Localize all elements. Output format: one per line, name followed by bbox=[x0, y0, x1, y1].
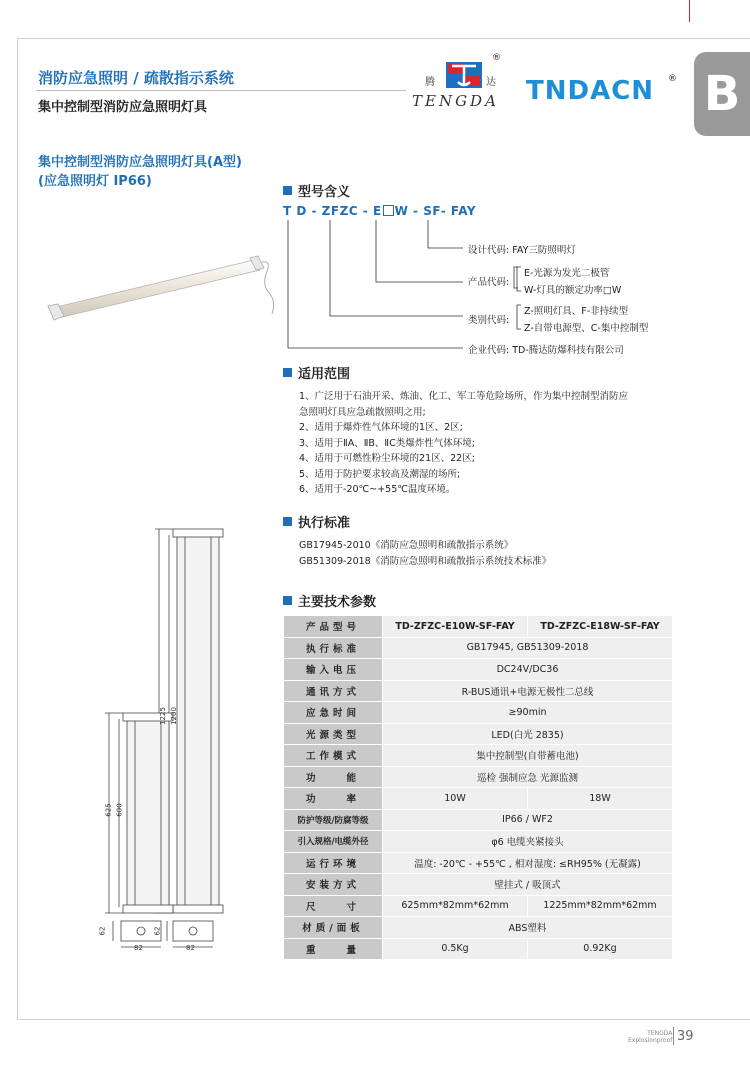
table-row bbox=[284, 702, 673, 724]
brand-registered-mark: ® bbox=[668, 74, 677, 84]
scope-item: 4、适用于可燃性粉尘环境的21区、22区; bbox=[299, 453, 475, 464]
spec-key: 光源类型 bbox=[284, 723, 383, 745]
category-code-z: Z-照明灯具、F-非持续型 bbox=[524, 306, 629, 317]
scope-item: 急照明灯具应急疏散照明之用; bbox=[299, 406, 426, 418]
logo-cn-right: 达 bbox=[486, 77, 496, 88]
product-code-label: 产品代码: bbox=[468, 277, 510, 288]
scope-item: 5、适用于防护要求较高及潮湿的场所; bbox=[299, 468, 461, 480]
company-code-label: 企业代码: TD-腾达防爆科技有限公司 bbox=[468, 345, 624, 356]
spec-value: R-BUS通讯+电源无极性二总线 bbox=[383, 680, 673, 702]
spec-key: 安装方式 bbox=[284, 874, 383, 896]
spec-key: 引入规格/电缆外径 bbox=[284, 831, 383, 853]
spec-value: 温度: -20℃ - +55℃ , 相对湿度: ≤RH95% (无凝露) bbox=[383, 852, 673, 874]
spec-value: DC24V/DC36 bbox=[383, 659, 673, 681]
spec-key: 应急时间 bbox=[284, 702, 383, 724]
spec-value: ≥90min bbox=[383, 702, 673, 724]
category-code-bracket bbox=[516, 304, 522, 330]
scope-list bbox=[299, 389, 689, 498]
spec-value: ABS塑料 bbox=[383, 917, 673, 939]
spec-key: 执行标准 bbox=[284, 637, 383, 659]
heading-bullet-icon bbox=[283, 368, 292, 377]
spec-value: TD-ZFZC-E18W-SF-FAY bbox=[528, 616, 673, 638]
spec-value: 0.5Kg bbox=[383, 938, 528, 960]
table-row bbox=[284, 938, 673, 960]
product-code-e: E-光源为发光二极管 bbox=[524, 268, 610, 279]
spec-value: 集中控制型(自带蓄电池) bbox=[383, 745, 673, 767]
product-title-line1: 集中控制型消防应急照明灯具(A型) bbox=[38, 155, 242, 170]
brand-logo: TNDACN bbox=[526, 76, 655, 106]
footer-brand-line1: TENGDA bbox=[647, 1030, 673, 1037]
heading-bullet-icon bbox=[283, 186, 292, 195]
category-code-label: 类别代码: bbox=[468, 315, 510, 326]
table-row bbox=[284, 917, 673, 939]
footer-brand-line2: Explosionproof bbox=[628, 1037, 673, 1044]
spec-key: 功 率 bbox=[284, 788, 383, 810]
dim-62-right: 62 bbox=[153, 926, 162, 936]
tengda-logo-icon bbox=[444, 60, 484, 90]
spec-value: GB17945, GB51309-2018 bbox=[383, 637, 673, 659]
page-title: 消防应急照明 / 疏散指示系统 bbox=[38, 69, 234, 87]
table-row bbox=[284, 766, 673, 788]
code-fay: FAY bbox=[450, 204, 477, 218]
spec-value: φ6 电缆夹紧接头 bbox=[383, 831, 673, 853]
dimension-drawing bbox=[95, 525, 275, 955]
model-code bbox=[283, 204, 476, 218]
spec-value: IP66 / WF2 bbox=[383, 809, 673, 831]
table-row bbox=[284, 852, 673, 874]
spec-value: LED(白光 2835) bbox=[383, 723, 673, 745]
model-heading: 型号含义 bbox=[283, 181, 350, 200]
standards-heading: 执行标准 bbox=[283, 512, 350, 531]
code-td: T D - bbox=[283, 204, 317, 218]
top-red-line bbox=[689, 0, 690, 22]
specs-heading: 主要技术参数 bbox=[283, 591, 376, 610]
spec-value: 巡检 强制应急 光源监测 bbox=[383, 766, 673, 788]
spec-key: 重 量 bbox=[284, 938, 383, 960]
code-zfzc: ZFZC - bbox=[321, 204, 369, 218]
scope-heading: 适用范围 bbox=[283, 363, 350, 382]
table-row bbox=[284, 616, 673, 638]
spec-key: 防护等级/防腐等级 bbox=[284, 809, 383, 831]
spec-key: 产品型号 bbox=[284, 616, 383, 638]
heading-bullet-icon bbox=[283, 517, 292, 526]
design-code-label: 设计代码: FAY三防照明灯 bbox=[468, 245, 576, 256]
table-row bbox=[284, 659, 673, 681]
category-code-z2: Z-自带电源型、C-集中控制型 bbox=[524, 323, 649, 334]
code-e: E bbox=[372, 204, 382, 218]
header-divider bbox=[36, 90, 406, 91]
scope-item: 2、适用于爆炸性气体环境的1区、2区; bbox=[299, 422, 463, 433]
standards-list bbox=[299, 538, 551, 570]
logo-registered-mark: ® bbox=[492, 53, 501, 63]
table-row bbox=[284, 895, 673, 917]
dim-1225: 1225 bbox=[158, 707, 167, 725]
code-sf: SF- bbox=[423, 204, 447, 218]
spec-key: 工作模式 bbox=[284, 745, 383, 767]
table-row bbox=[284, 637, 673, 659]
placeholder-box-icon bbox=[383, 205, 394, 216]
spec-value: 1225mm*82mm*62mm bbox=[528, 895, 673, 917]
spec-key: 尺 寸 bbox=[284, 895, 383, 917]
spec-value: 壁挂式 / 吸顶式 bbox=[383, 874, 673, 896]
dim-600: 600 bbox=[115, 803, 124, 817]
page-subtitle: 集中控制型消防应急照明灯具 bbox=[38, 100, 208, 115]
logo-en: TENGDA bbox=[412, 92, 499, 110]
table-row bbox=[284, 831, 673, 853]
product-code-w: W-灯具的额定功率□W bbox=[524, 285, 622, 296]
spec-key: 运行环境 bbox=[284, 852, 383, 874]
product-image bbox=[40, 250, 280, 330]
spec-key: 通讯方式 bbox=[284, 680, 383, 702]
spec-table bbox=[283, 615, 673, 960]
dim-62-left: 62 bbox=[98, 926, 107, 936]
spec-key: 输入电压 bbox=[284, 659, 383, 681]
table-row bbox=[284, 723, 673, 745]
standard-item: GB17945-2010《消防应急照明和疏散指示系统》 bbox=[299, 540, 514, 551]
table-row bbox=[284, 874, 673, 896]
heading-bullet-icon bbox=[283, 596, 292, 605]
standard-item: GB51309-2018《消防应急照明和疏散指示系统技术标准》 bbox=[299, 556, 552, 567]
spec-value: TD-ZFZC-E10W-SF-FAY bbox=[383, 616, 528, 638]
page-number: 39 bbox=[677, 1029, 694, 1044]
dim-1200: 1200 bbox=[169, 707, 178, 725]
table-row bbox=[284, 745, 673, 767]
table-row bbox=[284, 809, 673, 831]
table-row bbox=[284, 788, 673, 810]
code-w: W - bbox=[394, 204, 419, 218]
scope-item: 1、广泛用于石油开采、炼油、化工、军工等危险场所，作为集中控制型消防应 bbox=[299, 391, 629, 402]
dim-625: 625 bbox=[104, 803, 113, 817]
product-title bbox=[38, 153, 242, 191]
footer-divider bbox=[673, 1027, 674, 1045]
section-tab: B bbox=[694, 52, 750, 136]
scope-item: 6、适用于-20℃~+55℃温度环境。 bbox=[299, 484, 456, 495]
footer-brand bbox=[628, 1030, 672, 1044]
spec-value: 18W bbox=[528, 788, 673, 810]
product-code-bracket bbox=[516, 266, 522, 292]
product-title-line2: (应急照明灯 IP66) bbox=[38, 174, 152, 189]
table-row bbox=[284, 680, 673, 702]
logo-cn-left: 腾 bbox=[425, 77, 435, 88]
spec-value: 625mm*82mm*62mm bbox=[383, 895, 528, 917]
spec-value: 10W bbox=[383, 788, 528, 810]
model-code-connectors bbox=[280, 218, 530, 358]
spec-value: 0.92Kg bbox=[528, 938, 673, 960]
dim-82-right: 82 bbox=[186, 944, 195, 952]
spec-key: 功 能 bbox=[284, 766, 383, 788]
dim-82-left: 82 bbox=[134, 944, 143, 952]
scope-item: 3、适用于ⅡA、ⅡB、ⅡC类爆炸性气体环境; bbox=[299, 437, 475, 449]
spec-key: 材质/面板 bbox=[284, 917, 383, 939]
